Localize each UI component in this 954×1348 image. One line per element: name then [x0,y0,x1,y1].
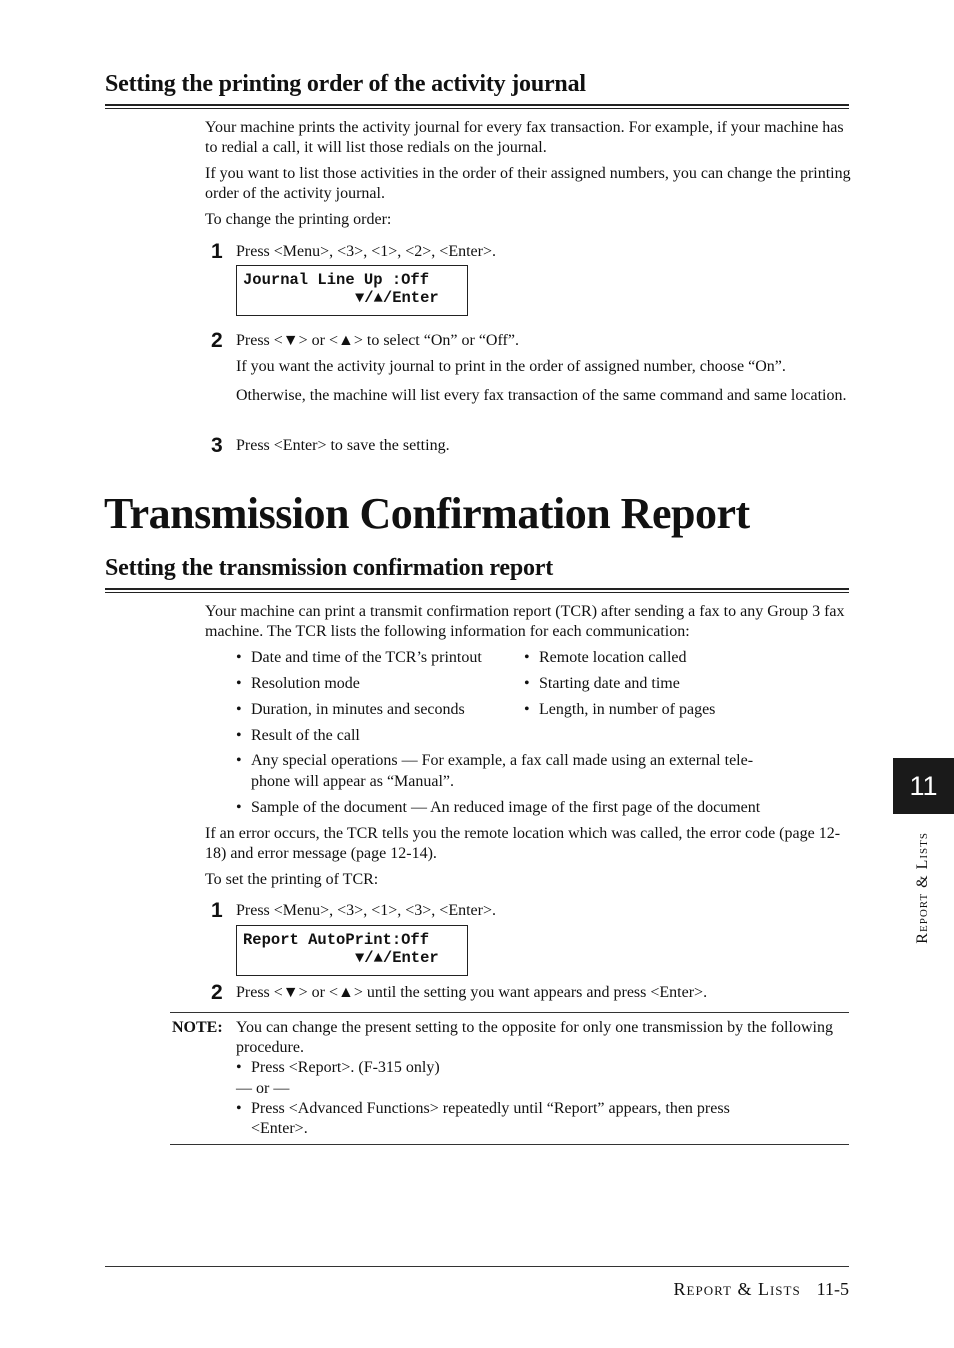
step-number: 1 [211,240,223,263]
footer-section: Report & Lists [673,1279,801,1299]
note-or: — or — [236,1080,290,1097]
heading-rule [105,588,849,590]
paragraph: If you want to list those activities in the order of their assigned numbers, you can change the printing order of the activity journal. [205,165,851,202]
step-number: 1 [211,899,223,922]
step-text: Press <▼> or <▲> until the setting you want appears and press <Enter>. [236,984,708,1001]
section-heading-tcr: Setting the transmission confirmation report [105,555,554,581]
paragraph: To change the printing order: [205,211,392,228]
note-rule-top [170,1012,849,1013]
step-number: 2 [211,981,223,1004]
page-number: 11-5 [816,1279,849,1299]
lcd-display [236,925,468,976]
note-label: NOTE: [172,1019,223,1036]
note-rule-bottom [170,1144,849,1145]
lcd-line-2: ▼/▲/Enter [355,289,439,307]
step-text: Press <Menu>, <3>, <1>, <2>, <Enter>. [236,243,496,260]
chapter-title: Transmission Confirmation Report [104,489,750,538]
chapter-tab-label: Report & Lists [914,832,931,944]
lcd-line-1: Journal Line Up :Off [243,271,430,289]
paragraph: To set the printing of TCR: [205,871,379,888]
footer-rule [105,1266,849,1267]
step-detail: Otherwise, the machine will list every fax transaction of the same command and same location. [236,387,847,404]
lcd-line-1: Report AutoPrint:Off [243,931,430,949]
step-text: Press <Menu>, <3>, <1>, <3>, <Enter>. [236,902,496,919]
page-footer [674,1279,849,1300]
step-text: Press <Enter> to save the setting. [236,437,450,454]
paragraph: If an error occurs, the TCR tells you the remote location which was called, the error code (page 12-18) and error message (page 12-14). [205,825,841,862]
lcd-line-2: ▼/▲/Enter [355,949,439,967]
heading-rule [105,104,849,106]
step-text: Press <▼> or <▲> to select “On” or “Off”. [236,332,519,349]
step-detail: If you want the activity journal to print in the order of assigned number, choose “On”. [236,358,786,375]
section-heading-activity-journal: Setting the printing order of the activity journal [105,71,586,97]
chapter-tab: 11 [893,758,954,814]
step-number: 2 [211,329,223,352]
note-text: You can change the present setting to the opposite for only one transmission by the following procedure. [236,1019,833,1056]
paragraph: Your machine prints the activity journal for every fax transaction. For example, if your machine has to redial a call, it will list those redials on the journal. [205,119,844,156]
lcd-display [236,265,468,316]
paragraph: Your machine can print a transmit confirmation report (TCR) after sending a fax to any Group 3 fax machine. The TCR lists the following information for each communication: [205,603,845,640]
step-number: 3 [211,434,223,457]
